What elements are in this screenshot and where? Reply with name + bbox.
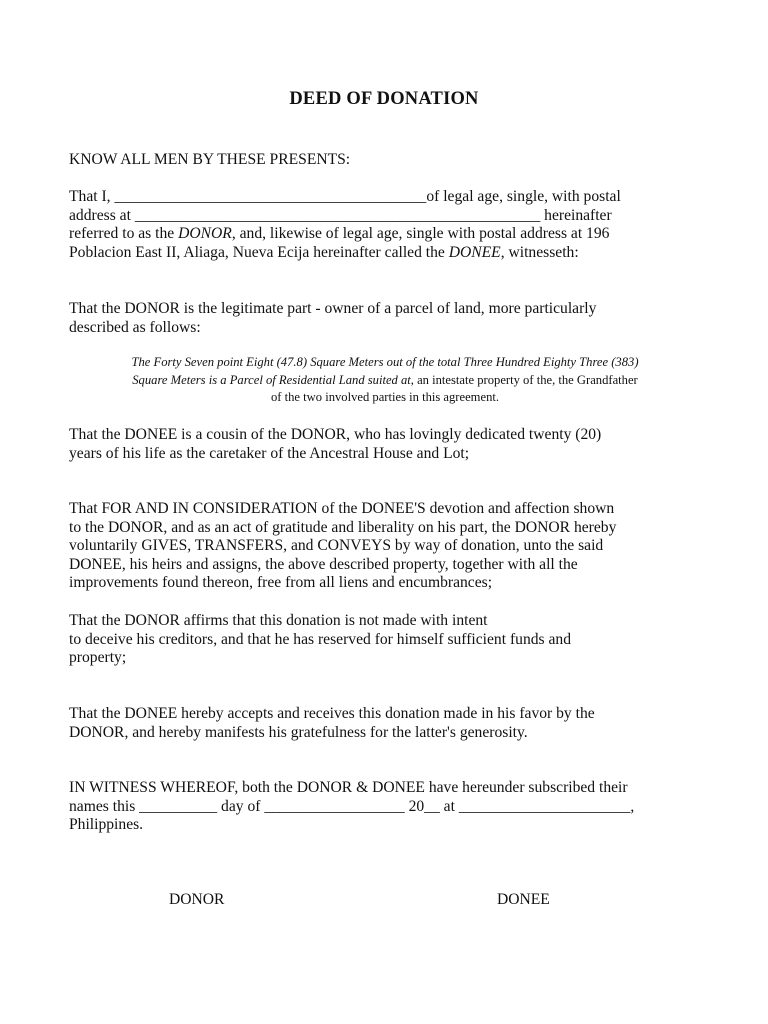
paragraph-line: voluntarily GIVES, TRANSFERS, and CONVEYS by way of donation, unto the said: [69, 537, 604, 555]
text-run: , witnesseth:: [500, 243, 579, 261]
donor-signature-label: DONOR: [169, 891, 225, 908]
cousin-paragraph: [69, 426, 709, 463]
text-run: , and, likewise of legal age, single with postal address at 196: [231, 225, 610, 243]
paragraph-line: property;: [69, 649, 127, 667]
paragraph-line: [69, 225, 709, 244]
description-line: [60, 372, 710, 390]
text-run: The Forty Seven point Eight (47.8) Square Meters out of the total Three Hundred Eighty Three (383): [131, 355, 639, 369]
paragraph-line: That I, ________________________________________of legal age, single, with postal: [69, 188, 621, 205]
text-run: Poblacion East II, Aliaga, Nueva Ecija hereinafter called the: [69, 243, 449, 261]
description-line: [60, 354, 710, 372]
donee-term: DONEE: [448, 243, 501, 261]
donor-donee-paragraph: [69, 188, 709, 262]
acceptance-paragraph: [69, 705, 709, 742]
intro-paragraph: KNOW ALL MEN BY THESE PRESENTS:: [69, 151, 351, 168]
paragraph-line: Philippines.: [69, 816, 144, 834]
paragraph-line: names this __________ day of __________________ 20__ at ______________________,: [69, 797, 635, 815]
text-run: Square Meters is a Parcel of Residential Land suited at: [132, 372, 411, 387]
ownership-paragraph: [69, 300, 709, 337]
paragraph-line: improvements found thereon, free from all liens and encumbrances;: [69, 574, 493, 592]
donee-signature-label: DONEE: [497, 891, 550, 908]
affirmation-paragraph: [69, 612, 709, 668]
paragraph-line: DONOR, and hereby manifests his gratefulness for the latter's generosity.: [69, 723, 528, 741]
paragraph-line: That the DONOR is the legitimate part - owner of a parcel of land, more particularly: [69, 300, 597, 317]
witness-paragraph: [69, 779, 709, 835]
paragraph-line: That the DONOR affirms that this donation is not made with intent: [69, 612, 488, 629]
paragraph-line: to the DONOR, and as an act of gratitude and liberality on his part, the DONOR hereby: [69, 518, 617, 536]
paragraph-line: [69, 244, 709, 263]
paragraph-line: That the DONEE is a cousin of the DONOR, who has lovingly dedicated twenty (20): [69, 426, 602, 443]
text-run: , an intestate property of the, the Grandfather: [410, 372, 638, 387]
paragraph-line: described as follows:: [69, 318, 201, 336]
paragraph-line: to deceive his creditors, and that he has reserved for himself sufficient funds and: [69, 630, 572, 648]
page-title: DEED OF DONATION: [289, 89, 479, 109]
text-run: referred to as the: [69, 225, 179, 243]
consideration-paragraph: [69, 500, 709, 593]
paragraph-line: DONEE, his heirs and assigns, the above described property, together with all the: [69, 555, 578, 573]
donor-term: DONOR: [178, 225, 232, 243]
paragraph-line: years of his life as the caretaker of the Ancestral House and Lot;: [69, 444, 470, 462]
paragraph-line: That the DONEE hereby accepts and receives this donation made in his favor by the: [69, 705, 595, 722]
property-description: [60, 354, 710, 407]
paragraph-line: That FOR AND IN CONSIDERATION of the DONEE'S devotion and affection shown: [69, 500, 615, 517]
description-line: of the two involved parties in this agreement.: [270, 390, 500, 404]
paragraph-line: address at ____________________________________________________ hereinafter: [69, 206, 612, 224]
paragraph-line: IN WITNESS WHEREOF, both the DONOR & DONEE have hereunder subscribed their: [69, 779, 628, 796]
